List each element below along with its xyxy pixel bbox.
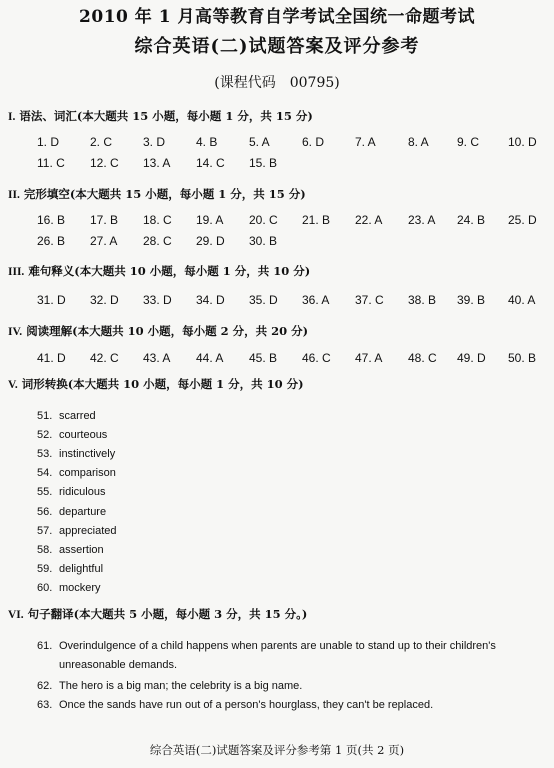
section-heading-2: II. 完形填空(本大题共 15 小题，每小题 1 分，共 15 分) <box>8 187 306 201</box>
answer-item: 13. A <box>143 156 171 170</box>
answer-item: 10. D <box>508 135 537 149</box>
word-item: 55. ridiculous <box>37 486 106 498</box>
answer-item: 41. D <box>37 351 66 365</box>
document-title: 综合英语(二)试题答案及评分参考 <box>134 36 420 57</box>
answer-item: 20. C <box>249 213 278 227</box>
answer-item: 45. B <box>249 351 278 365</box>
answer-item: 25. D <box>508 213 537 227</box>
answer-item: 40. A <box>508 293 536 307</box>
answer-item: 32. D <box>90 293 119 307</box>
answer-item: 47. A <box>355 351 383 365</box>
answer-item: 23. A <box>408 213 436 227</box>
answer-row-1 <box>37 135 547 153</box>
answer-item: 5. A <box>249 135 270 149</box>
answer-item: 12. C <box>90 156 119 170</box>
answer-item: 46. C <box>302 351 331 365</box>
answer-item: 26. B <box>37 234 66 248</box>
answer-item: 38. B <box>408 293 437 307</box>
answer-item: 36. A <box>302 293 330 307</box>
answer-item: 27. A <box>90 234 118 248</box>
answer-item: 35. D <box>249 293 278 307</box>
answer-item: 7. A <box>355 135 376 149</box>
answer-item: 14. C <box>196 156 225 170</box>
exam-title: 2010 年 1 月高等教育自学考试全国统一命题考试 <box>79 7 475 27</box>
section-heading-5: V. 词形转换(本大题共 10 小题，每小题 1 分，共 10 分) <box>8 377 304 391</box>
answer-item: 22. A <box>355 213 383 227</box>
section-heading-3: III. 难句释义(本大题共 10 小题，每小题 1 分，共 10 分) <box>8 264 311 278</box>
answer-item: 11. C <box>37 156 65 170</box>
answer-item: 18. C <box>143 213 172 227</box>
section-heading-1: I. 语法、词汇(本大题共 15 小题，每小题 1 分，共 15 分) <box>8 109 313 123</box>
answer-row-3 <box>37 213 547 231</box>
word-item: 60. mockery <box>37 582 101 594</box>
answer-item: 3. D <box>143 135 166 149</box>
answer-item: 1. D <box>37 135 60 149</box>
word-item: 52. courteous <box>37 429 108 441</box>
word-item: 57. appreciated <box>37 525 117 537</box>
word-item: 59. delightful <box>37 563 104 575</box>
answer-item: 15. B <box>249 156 278 170</box>
answer-row-4 <box>37 234 547 252</box>
answer-row-5 <box>37 293 547 311</box>
section-heading-4: IV. 阅读理解(本大题共 10 小题，每小题 2 分，共 20 分) <box>8 324 309 338</box>
answer-item: 24. B <box>457 213 486 227</box>
answer-item: 8. A <box>408 135 429 149</box>
word-item: 51. scarred <box>37 410 96 422</box>
word-item: 56. departure <box>37 506 107 518</box>
answer-item: 44. A <box>196 351 224 365</box>
answer-item: 33. D <box>143 293 172 307</box>
answer-item: 31. D <box>37 293 66 307</box>
answer-item: 17. B <box>90 213 119 227</box>
answer-item: 9. C <box>457 135 480 149</box>
word-item: 58. assertion <box>37 544 104 556</box>
answer-item: 21. B <box>302 213 331 227</box>
answer-item: 49. D <box>457 351 486 365</box>
answer-item: 48. C <box>408 351 437 365</box>
answer-item: 29. D <box>196 234 225 248</box>
page-footer: 综合英语(二)试题答案及评分参考第 1 页(共 2 页) <box>149 743 405 757</box>
section-heading-6: VI. 句子翻译(本大题共 5 小题，每小题 3 分，共 15 分。) <box>8 607 308 621</box>
word-item: 54. comparison <box>37 467 116 479</box>
answer-item: 37. C <box>355 293 384 307</box>
translation-item: 61. Overindulgence of a child happens when parents are unable to stand up to their children's unreasonable demands. <box>37 640 496 671</box>
answer-item: 4. B <box>196 135 218 149</box>
answer-item: 16. B <box>37 213 66 227</box>
answer-item: 28. C <box>143 234 172 248</box>
answer-item: 43. A <box>143 351 171 365</box>
course-code: (课程代码 00795) <box>214 75 340 91</box>
answer-row-2 <box>37 156 547 174</box>
answer-item: 19. A <box>196 213 224 227</box>
translation-item: 62. The hero is a big man; the celebrity is a big name. <box>37 680 303 692</box>
answer-item: 34. D <box>196 293 225 307</box>
answer-row-6 <box>37 351 547 369</box>
answer-item: 6. D <box>302 135 325 149</box>
answer-item: 50. B <box>508 351 537 365</box>
answer-item: 2. C <box>90 135 113 149</box>
answer-item: 30. B <box>249 234 278 248</box>
word-item: 53. instinctively <box>37 448 116 460</box>
translation-item: 63. Once the sands have run out of a person's hourglass, they can't be replaced. <box>37 699 434 711</box>
answer-item: 39. B <box>457 293 486 307</box>
answer-item: 42. C <box>90 351 119 365</box>
